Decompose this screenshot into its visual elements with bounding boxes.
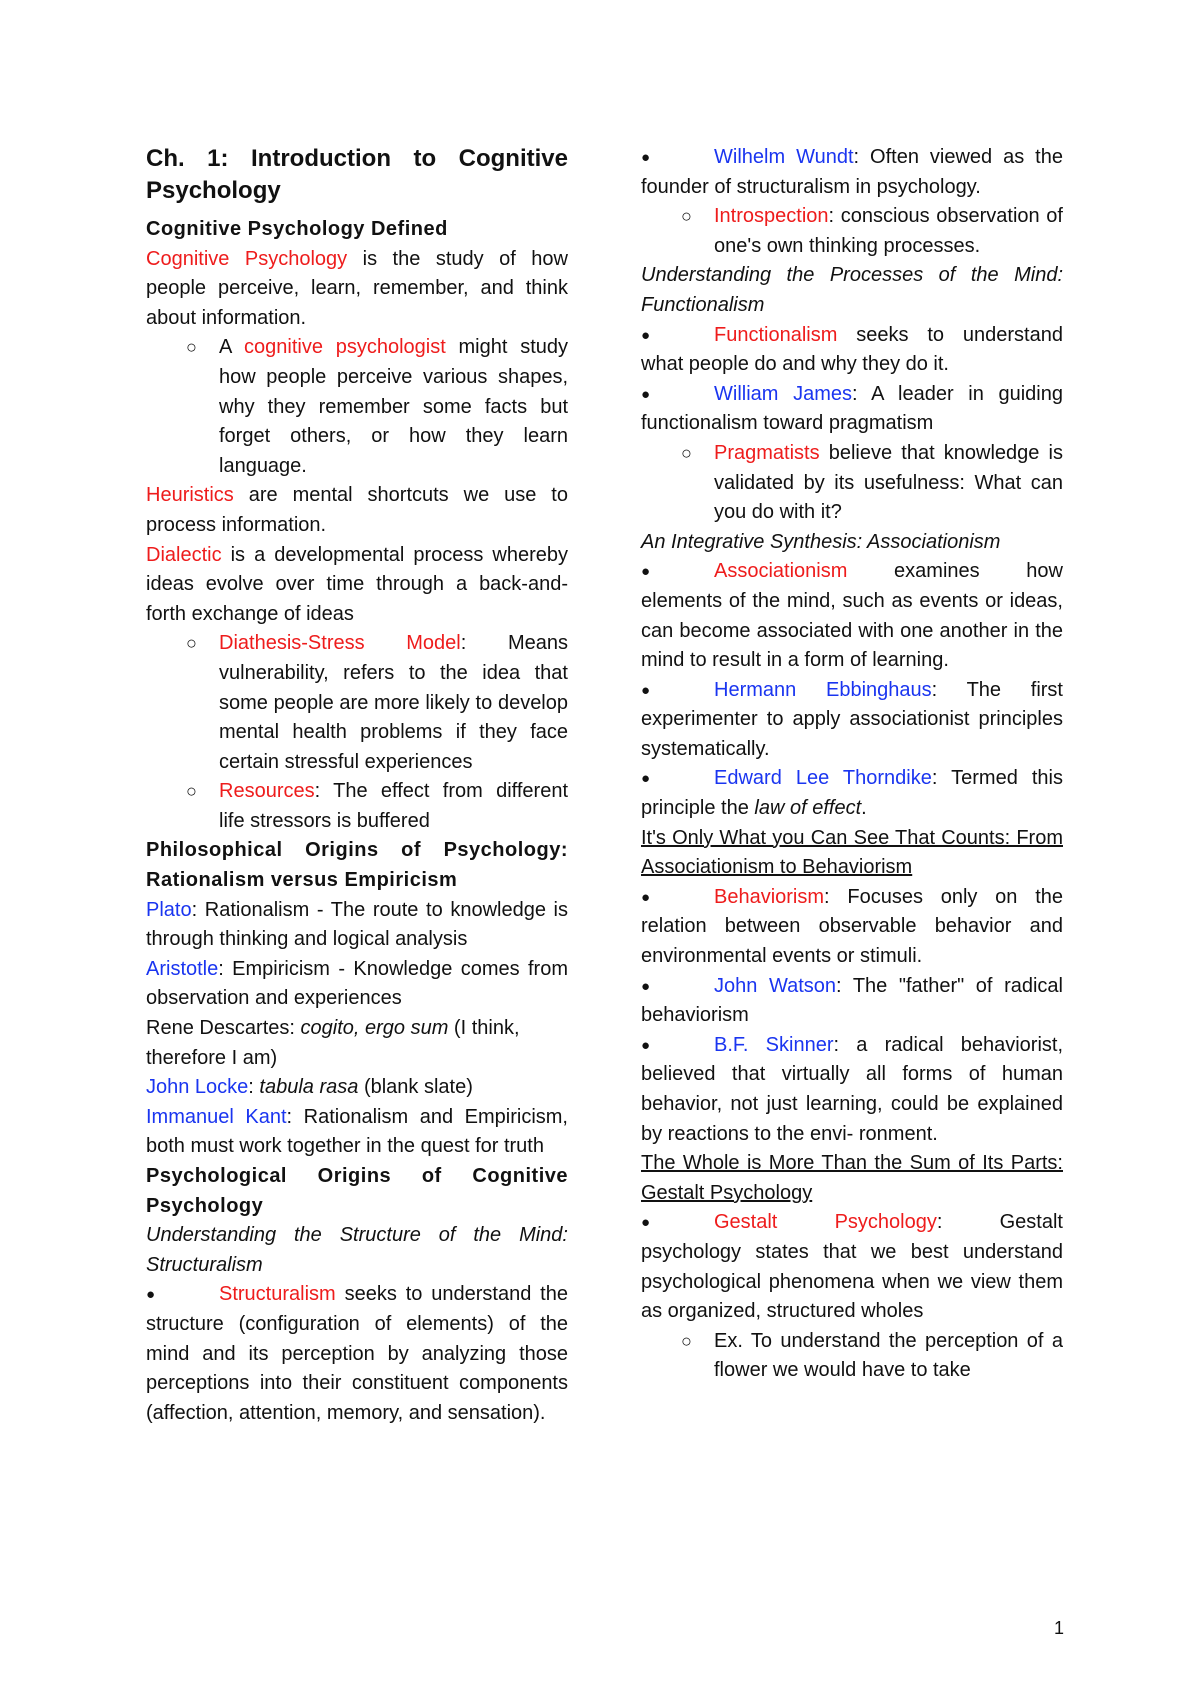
bullet-icon: ● [641,681,651,699]
text: is a developmental process whereby ideas evolve over time through a back-and-forth exchange of ideas [146,543,568,625]
paragraph [146,1103,568,1162]
subsection-heading: An Integrative Synthesis: Associationism [641,530,1001,553]
bullet-icon: ● [641,1036,651,1054]
bullet-item [641,972,1063,1031]
bullet-item [641,321,1063,380]
definition-text: is the study of how people perceive, learn, remember, and think about information. [146,247,568,329]
sub-bullet [641,202,1063,261]
name: William James [714,382,852,405]
name: B.F. Skinner [714,1033,834,1056]
term: Associationism [714,560,848,583]
bullet-icon: ● [641,326,651,344]
text: : Empiricism - Knowledge comes from observation and experiences [146,957,568,1010]
term: Gestalt Psychology [714,1211,937,1234]
bullet-item [641,764,1063,823]
text: A [219,336,244,359]
bullet-item [641,143,1063,202]
text: might study how people perceive various shapes, why they remember some facts but forget others, or how they learn language. [219,336,568,477]
text: : The first experimenter to apply associationist principles systematically. [641,678,1063,760]
section-heading: Philosophical Origins of Psychology: Rationalism versus Empiricism [146,839,568,892]
text: seeks to understand what people do and why they do it. [641,323,1063,376]
italic-text: cogito, ergo sum [300,1017,449,1040]
paragraph [146,955,568,1014]
sub-bullet: ○ Ex. To understand the perception of a flower we would have to take [641,1327,1063,1386]
bullet-item [641,557,1063,675]
page-number: 1 [1053,1618,1064,1638]
paragraph [146,541,568,630]
section-heading: Cognitive Psychology Defined [146,218,448,240]
bullet-icon: ● [641,149,651,166]
sub-bullet [146,629,568,777]
sub-bullet [641,439,1063,528]
left-column [146,143,568,1428]
term: Heuristics [146,484,234,507]
bullet-icon: ● [641,770,651,788]
name: Edward Lee Thorndike [714,767,932,790]
text: believe that knowledge is validated by its usefulness: What can you do with it? [714,441,1063,524]
paragraph [146,896,568,955]
text: : a radical behaviorist, believed that virtually all forms of human behavior, not just learning, could be explained by reactions to the envi- ronment. [641,1033,1063,1145]
bullet-item [146,1280,568,1428]
text: : Termed this principle the [641,767,1063,820]
text: . [861,797,867,820]
bullet-item [641,883,1063,972]
term: Cognitive Psychology [146,247,348,270]
paragraph [146,245,568,334]
sub-bullet [146,333,568,481]
term: Diathesis-Stress Model [219,632,461,655]
bullet-item [641,1031,1063,1149]
text: : A leader in guiding functionalism toward pragmatism [641,382,1063,435]
sub-bullet [146,777,568,836]
name: Aristotle [146,957,219,980]
bullet-icon: ● [641,977,651,995]
section-heading: Psychological Origins of Cognitive Psychology [146,1165,568,1217]
text: : The "father" of radical behaviorism [641,974,1063,1027]
text: are mental shortcuts we use to process information. [146,484,568,536]
bullet-item [641,1208,1063,1326]
paragraph [146,481,568,540]
bullet-item [641,676,1063,765]
name: Immanuel Kant [146,1105,287,1128]
name: John Watson [714,974,837,997]
text: : Focuses only on the relation between observable behavior and environmental events or stimuli. [641,885,1063,968]
bullet-icon: ● [641,563,651,581]
bullet-icon: ● [641,385,651,403]
italic-text: law of effect [754,797,862,820]
text: (I think, therefore I am) [146,1017,520,1069]
italic-text: tabula rasa [259,1076,359,1099]
term: Pragmatists [714,441,820,464]
text: : The effect from different life stressors is buffered [219,780,568,832]
term: Behaviorism [714,885,825,908]
text: : Rationalism - The route to knowledge is through thinking and logical analysis [146,898,568,951]
right-column [641,143,1063,1386]
bullet-icon: ● [641,888,651,906]
bullet-icon: ● [641,1214,651,1232]
term: Resources [219,780,315,803]
text: examines how elements of the mind, such as events or ideas, can become associated with one another in the mind to result in a form of learning. [641,560,1063,672]
bullet-icon: ● [146,1286,156,1304]
name: Wilhelm Wundt [714,146,854,168]
subsection-heading: Understanding the Structure of the Mind: Structuralism [146,1224,568,1276]
name: Plato [146,898,192,921]
subsection-heading: The Whole is More Than the Sum of Its Parts: Gestalt Psychology [641,1152,1063,1204]
term: Structuralism [219,1283,336,1306]
text: seeks to understand the structure (configuration of elements) of the mind and its perception by analyzing those perceptions into their constituent components (affection, attention, memory, and sensation). [146,1283,568,1424]
name: John Locke [146,1076,249,1099]
name: Hermann Ebbinghaus [714,678,932,701]
bullet-item [641,380,1063,439]
text: (blank slate) [358,1076,473,1099]
term: Dialectic [146,543,222,566]
text: : Rationalism and Empiricism, both must work together in the quest for truth [146,1105,568,1158]
subsection-heading: It's Only What you Can See That Counts: From Associationism to Behaviorism [641,826,1063,879]
text: Rene Descartes: [146,1017,301,1040]
paragraph [146,1014,568,1073]
text: : conscious observation of one's own thinking processes. [714,205,1063,257]
subsection-heading: Understanding the Processes of the Mind: Functionalism [641,264,1063,316]
text: : [248,1076,260,1099]
term: Functionalism [714,323,838,346]
paragraph [146,1073,568,1103]
chapter-title: Ch. 1: Introduction to Cognitive Psychology [146,145,568,204]
text: : Gestalt psychology states that we best understand psychological phenomena when we view them as organized, structured wholes [641,1211,1063,1323]
text: : Means vulnerability, refers to the idea that some people are more likely to develop mental health problems if they face certain stressful experiences [219,632,568,773]
term: Introspection [714,205,829,228]
text: : Often viewed as the founder of structuralism in psychology. [641,146,1063,198]
term: cognitive psychologist [244,336,446,359]
